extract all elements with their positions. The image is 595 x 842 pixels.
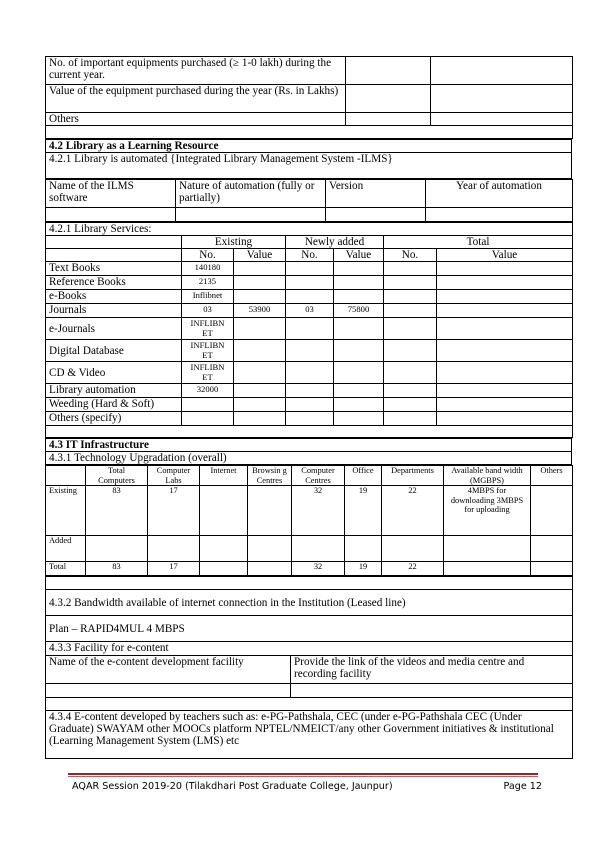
equipment-label: No. of important equipments purchased (≥ 1-0 lakh) during the current year. <box>46 57 346 85</box>
group-existing: Existing <box>182 236 286 249</box>
library-cell-tot-val <box>437 398 573 412</box>
tech-cell-departments <box>382 536 444 562</box>
library-item-label: CD & Video <box>46 362 182 384</box>
table-row <box>46 57 573 85</box>
library-services-table: 4.2.1 Library Services: Existing Newly added Total No. Value No. Value No. Value Text Books 140180 Reference Books 2135 e-Books Inflibnet Journals 03 53900 03 75800 e-Journals INFLIBN ET Digital Database INFLIBN ET CD & Video INFLIBN ET Library automation 32000 Weeding (Hard & Soft) Others (specify) <box>45 222 573 438</box>
table-row <box>46 290 573 304</box>
library-item-label: Reference Books <box>46 276 182 290</box>
library-cell-new-val <box>334 340 384 362</box>
table-row <box>46 384 573 398</box>
library-cell-ex-no <box>182 398 234 412</box>
library-cell-tot-no <box>384 318 437 340</box>
library-cell-new-no <box>286 340 334 362</box>
tech-cell-browsing <box>248 562 292 576</box>
page-footer <box>72 781 542 792</box>
tech-cell-bandwidth: 4MBPS for downloading 3MBPS for uploading <box>444 486 531 536</box>
ilms-automated-line: 4.2.1 Library is automated {Integrated Library Management System -ILMS} <box>46 153 572 179</box>
library-cell-ex-no: 140180 <box>182 262 234 276</box>
econtent-table <box>45 576 573 759</box>
library-cell-ex-val <box>234 262 286 276</box>
tech-cell-labs: 17 <box>148 486 200 536</box>
library-cell-ex-no: INFLIBN ET <box>182 362 234 384</box>
document-page <box>45 56 572 759</box>
tech-cell-browsing <box>248 536 292 562</box>
table-row <box>46 398 573 412</box>
tech-header: Others <box>531 466 573 486</box>
tech-cell-office: 19 <box>345 486 382 536</box>
library-cell-new-val <box>334 398 384 412</box>
library-cell-new-no <box>286 318 334 340</box>
tech-cell-others <box>531 536 573 562</box>
group-newly-added: Newly added <box>286 236 384 249</box>
library-cell-ex-val <box>234 412 286 426</box>
group-total: Total <box>384 236 573 249</box>
econtent-heading: 4.3.3 Facility for e-content <box>46 642 573 656</box>
library-cell-tot-val <box>437 276 573 290</box>
library-cell-tot-val <box>437 262 573 276</box>
tech-cell-centres: 32 <box>292 486 345 536</box>
section-heading-library: 4.2 Library as a Learning Resource <box>46 140 572 153</box>
library-heading-table <box>45 139 572 179</box>
tech-cell-bandwidth <box>444 562 531 576</box>
library-cell-new-no: 03 <box>286 304 334 318</box>
library-cell-ex-no: 2135 <box>182 276 234 290</box>
table-row <box>46 113 573 126</box>
tech-header: Office <box>345 466 382 486</box>
tech-cell-internet <box>200 486 248 536</box>
library-cell-tot-no <box>384 290 437 304</box>
library-cell-new-val <box>334 362 384 384</box>
tech-header: Internet <box>200 466 248 486</box>
tech-cell-internet <box>200 562 248 576</box>
econtent-teachers-text: 4.3.4 E-content developed by teachers such as: e-PG-Pathshala, CEC (under e-PG-Pathshala CEC (Under Graduate) SWAYAM other MOOCs platform NPTEL/NMEICT/any other Government initiatives & institutional (Learning Management System (LMS) etc <box>46 711 573 759</box>
library-cell-ex-val <box>234 340 286 362</box>
library-cell-ex-no: Inflibnet <box>182 290 234 304</box>
tech-header <box>46 466 86 486</box>
bandwidth-line: 4.3.2 Bandwidth available of internet connection in the Institution (Leased line) <box>46 590 573 616</box>
library-cell-new-val <box>334 412 384 426</box>
library-cell-new-val <box>334 290 384 304</box>
tech-cell-internet <box>200 536 248 562</box>
library-cell-tot-no <box>384 304 437 318</box>
ilms-header: Version <box>326 180 426 208</box>
library-item-label: Digital Database <box>46 340 182 362</box>
services-heading: 4.2.1 Library Services: <box>46 223 573 236</box>
table-row <box>46 262 573 276</box>
library-item-label: e-Journals <box>46 318 182 340</box>
tech-header: Departments <box>382 466 444 486</box>
tech-cell-browsing <box>248 486 292 536</box>
table-row <box>46 362 573 384</box>
library-cell-new-val: 75800 <box>334 304 384 318</box>
tech-cell-labs: 17 <box>148 562 200 576</box>
tech-cell-departments: 22 <box>382 486 444 536</box>
tech-row-label: Added <box>46 536 86 562</box>
tech-header: Browsin g Centres <box>248 466 292 486</box>
table-row <box>46 486 573 536</box>
library-cell-ex-val <box>234 362 286 384</box>
library-item-label: Journals <box>46 304 182 318</box>
library-item-label: Weeding (Hard & Soft) <box>46 398 182 412</box>
library-cell-tot-no <box>384 398 437 412</box>
ilms-header: Name of the ILMS software <box>46 180 176 208</box>
library-cell-tot-no <box>384 276 437 290</box>
library-cell-tot-val <box>437 362 573 384</box>
library-cell-ex-val <box>234 384 286 398</box>
library-cell-new-no <box>286 384 334 398</box>
library-cell-tot-no <box>384 362 437 384</box>
footer-rule-thin <box>68 776 538 777</box>
library-cell-tot-val <box>437 290 573 304</box>
table-row <box>46 562 573 576</box>
library-item-label: e-Books <box>46 290 182 304</box>
table-row <box>46 126 573 139</box>
tech-cell-total <box>86 536 148 562</box>
library-cell-new-no <box>286 398 334 412</box>
library-cell-new-val <box>334 384 384 398</box>
library-cell-new-no <box>286 290 334 304</box>
library-cell-new-no <box>286 362 334 384</box>
technology-table <box>45 465 573 576</box>
library-cell-tot-val <box>437 318 573 340</box>
footer-session-text: AQAR Session 2019-20 (Tilakdhari Post Graduate College, Jaunpur) <box>72 781 393 792</box>
library-cell-new-val <box>334 262 384 276</box>
table-row <box>46 340 573 362</box>
library-cell-new-val <box>334 276 384 290</box>
tech-cell-departments: 22 <box>382 562 444 576</box>
tech-cell-office <box>345 536 382 562</box>
library-cell-ex-val <box>234 398 286 412</box>
library-cell-tot-no <box>384 340 437 362</box>
library-cell-tot-no <box>384 412 437 426</box>
library-item-label: Library automation <box>46 384 182 398</box>
tech-cell-bandwidth <box>444 536 531 562</box>
tech-cell-labs <box>148 536 200 562</box>
tech-row-label: Existing <box>46 486 86 536</box>
library-cell-tot-no <box>384 384 437 398</box>
equipment-label: Others <box>46 113 346 126</box>
ilms-header: Nature of automation (fully or partially) <box>176 180 326 208</box>
library-cell-ex-val <box>234 318 286 340</box>
library-cell-ex-no: 03 <box>182 304 234 318</box>
tech-upgradation-heading: 4.3.1 Technology Upgradation (overall) <box>46 452 572 465</box>
table-row <box>46 304 573 318</box>
plan-line: Plan – RAPID4MUL 4 MBPS <box>46 616 573 642</box>
library-cell-ex-no: INFLIBN ET <box>182 318 234 340</box>
library-cell-ex-val <box>234 276 286 290</box>
tech-cell-office: 19 <box>345 562 382 576</box>
econtent-link-label: Provide the link of the videos and media centre and recording facility <box>291 656 573 684</box>
econtent-facility-label: Name of the e-content development facility <box>46 656 291 684</box>
tech-header: Computer Centres <box>292 466 345 486</box>
library-cell-new-val <box>334 318 384 340</box>
section-heading-it: 4.3 IT Infrastructure <box>46 439 572 452</box>
equipment-label: Value of the equipment purchased during the year (Rs. in Lakhs) <box>46 85 346 113</box>
tech-row-label: Total <box>46 562 86 576</box>
library-cell-ex-no <box>182 412 234 426</box>
tech-header: Total Computers <box>86 466 148 486</box>
table-row <box>46 318 573 340</box>
it-heading-table <box>45 438 572 465</box>
table-row <box>46 412 573 426</box>
table-row <box>46 536 573 562</box>
library-cell-tot-val <box>437 384 573 398</box>
tech-cell-total: 83 <box>86 486 148 536</box>
library-cell-new-no <box>286 262 334 276</box>
library-cell-tot-val <box>437 340 573 362</box>
tech-cell-others <box>531 486 573 536</box>
library-item-label: Text Books <box>46 262 182 276</box>
tech-cell-total: 83 <box>86 562 148 576</box>
footer-rule <box>68 773 538 775</box>
library-cell-ex-val <box>234 290 286 304</box>
equipment-table <box>45 56 573 139</box>
table-row <box>46 85 573 113</box>
tech-cell-centres <box>292 536 345 562</box>
page-number: Page 12 <box>503 781 542 792</box>
library-cell-tot-val <box>437 412 573 426</box>
library-cell-ex-no: 32000 <box>182 384 234 398</box>
tech-cell-centres: 32 <box>292 562 345 576</box>
library-cell-new-no <box>286 412 334 426</box>
library-item-label: Others (specify) <box>46 412 182 426</box>
library-cell-ex-no: INFLIBN ET <box>182 340 234 362</box>
library-cell-tot-val <box>437 304 573 318</box>
tech-cell-others <box>531 562 573 576</box>
ilms-header: Year of automation <box>426 180 573 208</box>
tech-header: Computer Labs <box>148 466 200 486</box>
library-cell-tot-no <box>384 262 437 276</box>
library-cell-ex-val: 53900 <box>234 304 286 318</box>
table-row <box>46 276 573 290</box>
tech-header: Available band width (MGBPS) <box>444 466 531 486</box>
ilms-table <box>45 179 573 222</box>
library-cell-new-no <box>286 276 334 290</box>
